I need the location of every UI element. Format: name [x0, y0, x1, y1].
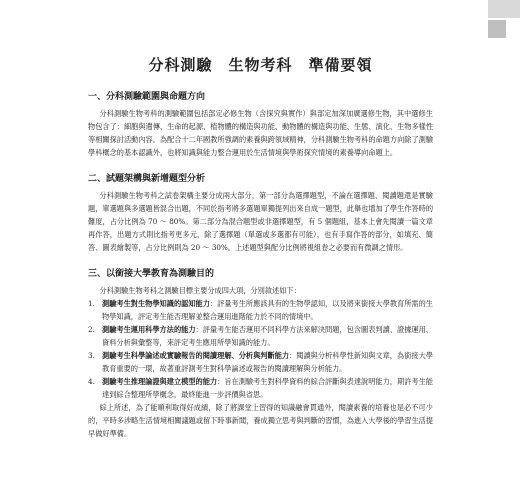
page-corner-tab [488, 0, 520, 18]
goal-lead: 測驗考生科學論述或實驗報告的閱讀理解、分析與判斷能力 [102, 351, 290, 360]
goal-body [102, 375, 433, 401]
document-page [88, 54, 433, 452]
goal-text: ：評量考生能否運用不同科學方法來解決問題，包含圖表判讀、證據運用、資料分析與彙整等，來評定考生應用所學知識的能力。 [102, 325, 433, 347]
goal-number: 2. [88, 325, 95, 334]
section-goals [88, 266, 433, 440]
goal-item [88, 323, 433, 349]
goal-body [102, 349, 433, 375]
goal-item [88, 375, 433, 401]
document-title: 分科測驗 生物考科 準備要領 [148, 56, 373, 74]
goal-body [102, 323, 433, 349]
goal-lead: 測驗考生對生物學知識的認知能力 [102, 299, 210, 308]
goal-item [88, 297, 433, 323]
section-heading: 一、分科測驗範圍與命題方向 [88, 92, 206, 102]
goal-item [88, 349, 433, 375]
section-heading: 三、以銜接大學教育為測驗目的 [88, 269, 215, 279]
section-paragraph: 分科測驗生物考科之測驗目標主要分成四大項，分別敘述如下： [99, 286, 301, 295]
goal-lead: 測驗考生運用科學方法的能力 [102, 325, 196, 334]
section-paragraph: 分科測驗生物考科之試卷架構主要分成兩大部分，第一部分為選擇題型，不論在選擇題、閱讀題還是實驗題，單選題與多選題皆混合出題，不同於指考將多選題單獨提列出來自成一題型，此舉也增加了學生作答時的難度，占分比例為 70 ～ 80%。第二部分為混合題型或非選擇題型，有 5 個題組，基本上會先閱讀一篇文章再作答，出題方式則比指考更多元，除了選擇題（單選或多選都有可能），也有手寫作答的部分，如填充、簡答、圖表繪製等，占分比例則為 20 ～ 30%。上述題型與配分比例將視組卷之必要而有微調之情形。 [88, 191, 434, 252]
goal-lead: 測驗考生推理論證與建立模型的能力 [102, 377, 218, 386]
section-scope [88, 89, 433, 159]
goal-number: 1. [88, 299, 95, 308]
goal-text: ：評量考生所應該具有的生物學認知，以及將來銜接大學教育所需的生物學知識，評定考生能否理解並整合運用進階能力於不同的情境中。 [102, 299, 433, 321]
section-heading: 二、試題架構與新增題型分析 [88, 174, 206, 184]
goal-text: ：旨在測驗考生對科學資料的綜合評斷與表達說明能力，期許考生能達到綜合整理所學概念，最終能進一步評價與省思。 [102, 377, 433, 399]
section-structure [88, 171, 433, 254]
section-paragraph: 分科測驗生物考科的測驗範圍包括部定必修生物（含探究與實作）與部定加深加廣選修生物，其中選修生物包含了：細胞與遺傳、生命的起源、植物體的構造與功能、動物體的構造與功能、生態、演化、生物多樣性等相關探討活動內容。為配合十二年國教所強調的素養與跨領域精神，分科測驗生物考科的命題方向除了測驗學科概念的基本認識外，也將知識與能力整合運用於生活情境與學術探究情境的素養導向命題上。 [88, 109, 434, 157]
goal-body [102, 297, 433, 323]
goal-number: 4. [88, 377, 95, 386]
closing-paragraph: 綜上所述，為了能順利取得好成績，除了將課堂上習得的知識融會貫通外，閱讀素養的培養也是必不可少的，平時多涉略生活情境相關議題或留下時事新聞，養成獨立思考與判斷的習慣，為進入大學後的學習生活提早做好準備。 [88, 403, 434, 438]
goal-text: ：閱讀與分析科學性新知與文章，為銜接大學教育重要的一環，故著重評測考生對科學論述或報告的閱讀理解與分析能力。 [102, 351, 433, 373]
goal-number: 3. [88, 351, 95, 360]
page-corner-mark [488, 20, 506, 38]
